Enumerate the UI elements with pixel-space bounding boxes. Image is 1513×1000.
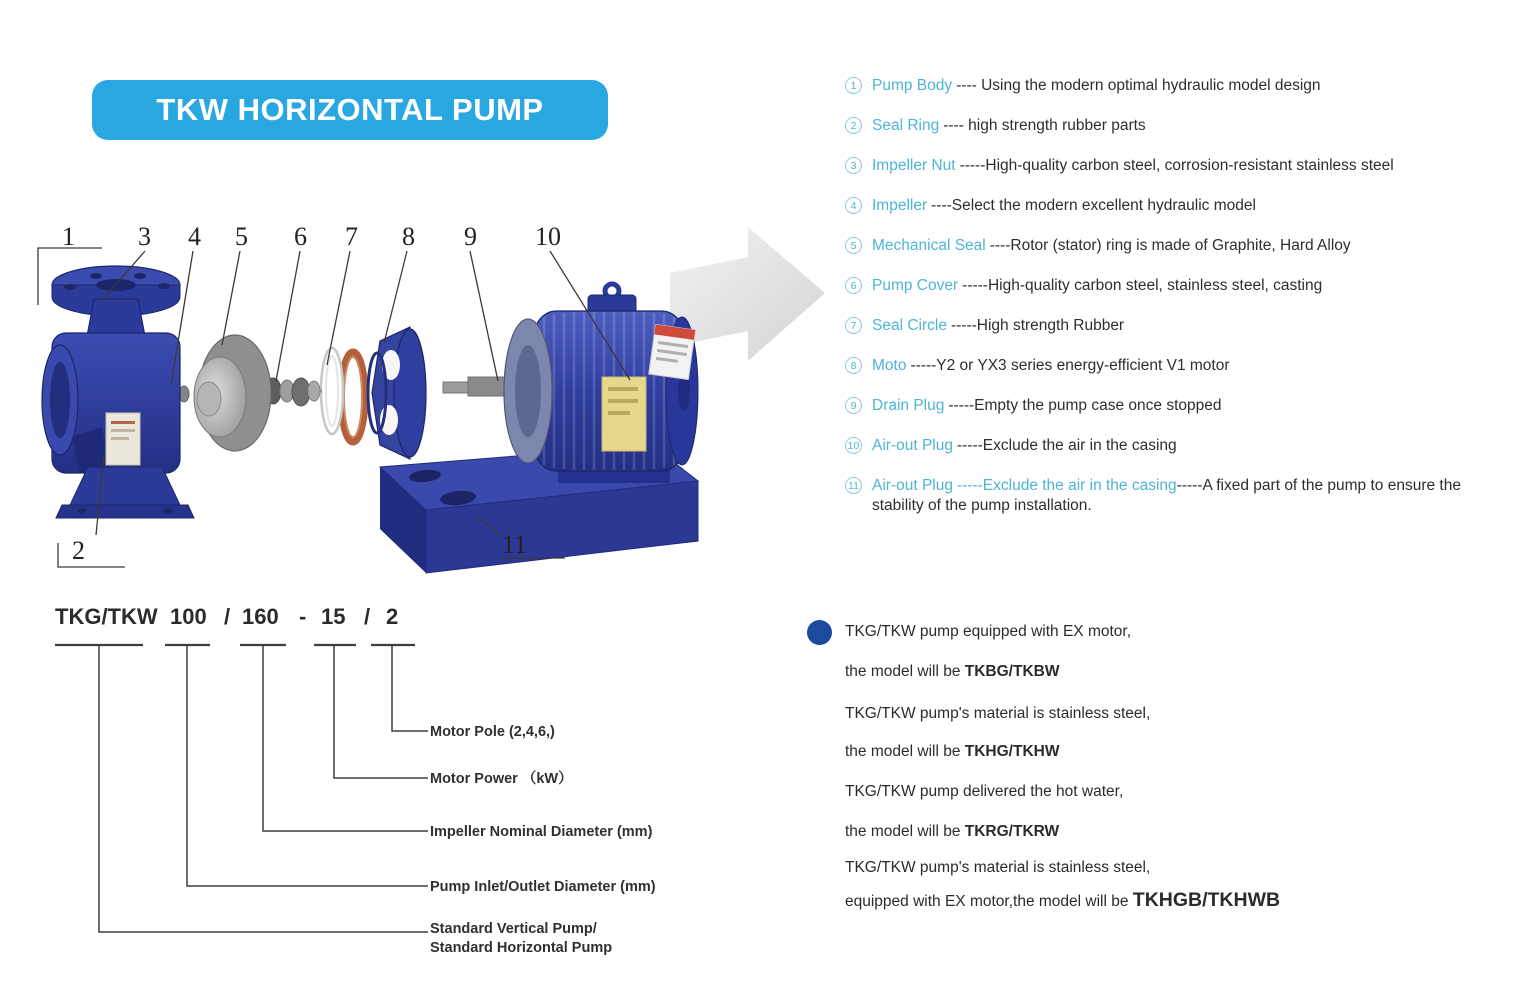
callout-11: 11 — [502, 530, 528, 559]
pump-body-illustration — [42, 266, 194, 518]
part-name: Moto — [872, 357, 907, 374]
part-name: Air-out Plug — [872, 477, 953, 494]
model-code-pole: 2 — [386, 604, 399, 629]
label-impeller-diameter: Impeller Nominal Diameter (mm) — [430, 824, 653, 840]
parts-list-item — [845, 316, 1505, 336]
part-number-badge: 11 — [845, 477, 862, 494]
parts-list-item — [845, 236, 1505, 256]
model-name: TKBG/TKBW — [964, 663, 1060, 680]
note-line: equipped with EX motor,the model will be TKHGB/TKHWB — [845, 889, 1281, 911]
part-description: -----High strength Rubber — [950, 317, 1125, 334]
part-name: Pump Body — [872, 77, 953, 94]
bullet-icon — [807, 620, 832, 645]
motor-illustration — [443, 284, 698, 483]
title-banner — [92, 80, 608, 140]
part-name: Impeller Nut — [872, 157, 956, 174]
model-code-series: TKG/TKW — [55, 604, 158, 629]
part-number-badge: 2 — [845, 117, 862, 134]
parts-list-item — [845, 396, 1505, 416]
part-description: ---- Using the modern optimal hydraulic model design — [956, 77, 1321, 94]
part-number-badge: 3 — [845, 157, 862, 174]
pump-cover-illustration — [341, 327, 426, 459]
part-description: -----Exclude the air in the casing — [956, 437, 1177, 454]
model-name: TKHG/TKHW — [964, 743, 1060, 760]
part-number-badge: 6 — [845, 277, 862, 294]
part-name: Seal Circle — [872, 317, 947, 334]
part-description: ---- high strength rubber parts — [943, 117, 1146, 134]
part-name: Seal Ring — [872, 117, 940, 134]
label-standard-pump — [430, 920, 612, 958]
part-description: -----A fixed part of the pump to ensure the stability of the pump installation. — [872, 477, 1461, 514]
part-name: Mechanical Seal — [872, 237, 986, 254]
note-line: TKG/TKW pump delivered the hot water, — [845, 783, 1124, 800]
part-description: -----High-quality carbon steel, stainless steel, casting — [962, 277, 1323, 294]
label-standard-pump-line1: Standard Vertical Pump/ — [430, 921, 597, 937]
note-line: TKG/TKW pump's material is stainless steel, — [845, 705, 1151, 722]
model-code-slash: / — [224, 604, 231, 629]
parts-list — [845, 76, 1505, 536]
callout-1: 1 — [62, 222, 75, 251]
part-number-badge: 10 — [845, 437, 862, 454]
part-number-badge: 8 — [845, 357, 862, 374]
seal-circle-illustration — [321, 348, 343, 434]
part-number-badge: 4 — [845, 197, 862, 214]
part-name: Air-out Plug — [872, 437, 953, 454]
label-inlet-outlet-diameter: Pump Inlet/Outlet Diameter (mm) — [430, 879, 656, 895]
part-number-badge: 9 — [845, 397, 862, 414]
part-number-badge: 7 — [845, 317, 862, 334]
model-name: TKHGB/TKHWB — [1132, 889, 1281, 911]
part-name: Drain Plug — [872, 397, 945, 414]
model-code-impeller: 160 — [242, 604, 279, 629]
callout-6: 6 — [294, 222, 307, 251]
callout-5: 5 — [235, 222, 248, 251]
part-description: ----Rotor (stator) ring is made of Graphite, Hard Alloy — [989, 237, 1351, 254]
callout-3: 3 — [138, 222, 151, 251]
parts-list-item — [845, 356, 1505, 376]
part-description: -----High-quality carbon steel, corrosion-resistant stainless steel — [959, 157, 1394, 174]
page-title: TKW HORIZONTAL PUMP — [156, 92, 544, 127]
label-motor-pole: Motor Pole (2,4,6,) — [430, 724, 555, 740]
label-motor-power: Motor Power （kW） — [430, 771, 573, 787]
note-line: the model will be TKHG/TKHW — [845, 743, 1060, 760]
motor-label-sticker — [649, 324, 696, 379]
callout-9: 9 — [464, 222, 477, 251]
part-description: -----Empty the pump case once stopped — [948, 397, 1222, 414]
parts-list-item — [845, 436, 1505, 456]
part-name: Impeller — [872, 197, 928, 214]
model-code-slash: / — [364, 604, 371, 629]
part-description: -----Y2 or YX3 series energy-efficient V1 motor — [910, 357, 1230, 374]
note-line: the model will be TKRG/TKRW — [845, 823, 1060, 840]
callout-7: 7 — [345, 222, 358, 251]
callout-2: 2 — [72, 536, 85, 565]
callout-4: 4 — [188, 222, 201, 251]
model-variant-notes — [845, 622, 1490, 912]
model-code-power: 15 — [321, 604, 346, 629]
callout-8: 8 — [402, 222, 415, 251]
callout-10: 10 — [535, 222, 561, 251]
model-code-inlet: 100 — [170, 604, 207, 629]
part-number-badge: 5 — [845, 237, 862, 254]
parts-list-item — [845, 276, 1505, 296]
label-standard-pump-line2: Standard Horizontal Pump — [430, 940, 613, 956]
note-line: the model will be TKBG/TKBW — [845, 663, 1060, 680]
part-description-highlight: -----Exclude the air in the casing — [956, 477, 1177, 494]
parts-list-item — [845, 76, 1505, 96]
parts-list-item — [845, 156, 1505, 176]
note-line: TKG/TKW pump's material is stainless steel, — [845, 859, 1151, 876]
model-name: TKRG/TKRW — [964, 823, 1060, 840]
note-line: TKG/TKW pump equipped with EX motor, — [845, 623, 1132, 640]
part-description: ----Select the modern excellent hydraulic model — [931, 197, 1256, 214]
exploded-pump-diagram — [30, 215, 830, 575]
model-code-dash: - — [299, 604, 307, 629]
parts-list-item — [845, 116, 1505, 136]
part-number-badge: 1 — [845, 77, 862, 94]
part-name: Pump Cover — [872, 277, 959, 294]
parts-list-item — [845, 476, 1505, 516]
parts-list-item — [845, 196, 1505, 216]
